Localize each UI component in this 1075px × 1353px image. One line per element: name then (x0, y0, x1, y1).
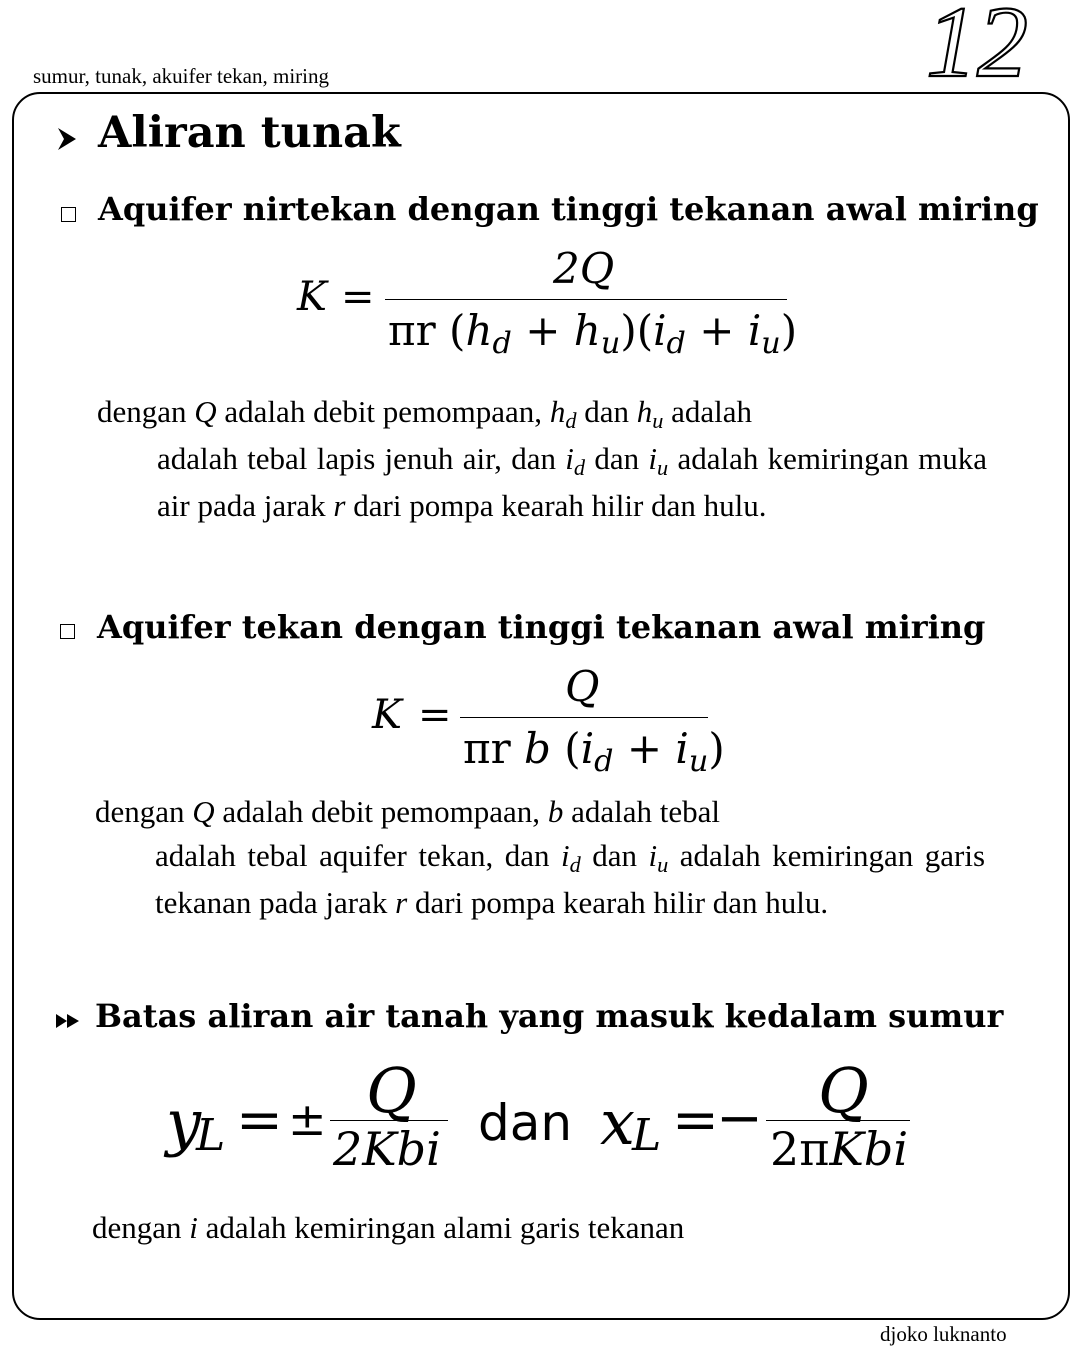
pi-r: πr (463, 724, 511, 773)
sub-d: d (492, 326, 512, 362)
paragraph-first-line: dengan Q adalah debit pemompaan, $h_d$ dan $h_u$ adalah (97, 394, 753, 434)
fraction-bar (330, 1120, 448, 1121)
plus-sign: + (626, 724, 663, 773)
paren-close: ) (780, 306, 798, 355)
square-bullet-icon (60, 624, 75, 639)
numerator-q: Q (818, 1054, 869, 1127)
word-dan: dan (478, 1094, 573, 1152)
formula-equals: = (341, 274, 375, 320)
var-i: i (675, 724, 689, 773)
paren-open: ( (564, 724, 581, 773)
sub-d: d (594, 744, 614, 780)
var-y: y (166, 1086, 202, 1159)
formula-numerator: Q (565, 662, 600, 711)
paren-close: ) (708, 724, 725, 773)
fraction-bar (766, 1120, 910, 1121)
formula-lhs: K (297, 274, 327, 320)
var-i: i (747, 306, 762, 355)
sub-L: L (632, 1110, 662, 1161)
paren-close: ) (620, 306, 637, 355)
formula-denominator (388, 306, 798, 362)
equals-sign: = (236, 1088, 283, 1153)
fraction-bar (460, 717, 708, 718)
running-header: sumur, tunak, akuifer tekan, miring (33, 64, 329, 88)
formula-equals: = (418, 692, 452, 738)
numerator-q: Q (366, 1054, 417, 1127)
paren-open: ( (636, 306, 654, 355)
sub-d: d (666, 326, 686, 362)
formula-denominator (463, 724, 725, 780)
paragraph-first-line: dengan Q adalah debit pemompaan, b adalah tebal (95, 794, 720, 829)
var-i: i (653, 306, 667, 355)
kbi-text: Kbi (829, 1122, 909, 1176)
formula-lhs: K (372, 692, 402, 738)
denominator-2pikbi (770, 1122, 908, 1176)
fraction-bar (385, 299, 787, 300)
pi-r: πr (388, 306, 436, 355)
denominator-2kbi: 2Kbi (333, 1122, 441, 1176)
digit-2: 2 (770, 1122, 800, 1176)
double-arrow-bullet-icon (55, 1012, 81, 1030)
var-x: x (600, 1086, 635, 1159)
sub-L: L (196, 1110, 226, 1161)
sub-u: u (600, 326, 621, 362)
var-b: b (524, 724, 551, 773)
square-bullet-icon (61, 207, 76, 222)
page-number (922, 0, 1052, 90)
plus-sign: + (525, 306, 561, 355)
section-title: Batas aliran air tanah yang masuk kedalam sumur (95, 997, 1004, 1035)
author-footer: djoko luknanto (880, 1322, 1007, 1346)
subsection-title: Aquifer tekan dengan tinggi tekanan awal miring (97, 608, 986, 646)
page-number-text: 12 (926, 0, 1028, 90)
pi-symbol: π (799, 1122, 830, 1176)
section-title: Aliran tunak (98, 108, 401, 158)
formula-numerator: 2Q (553, 244, 615, 293)
plus-sign: + (699, 306, 735, 355)
minus-sign: − (716, 1086, 763, 1151)
var-h: h (465, 306, 493, 355)
equals-sign: = (672, 1088, 719, 1153)
description-paragraph: dengan Q adalah debit pemompaan, b adalah tebal adalah tebal aquifer tekan, dan $i_d$ dan $i_u$ adalah kemiringan garis tekanan pada jarak r dari pompa kearah hilir dan hulu. (155, 790, 985, 925)
plus-minus-sign: ± (288, 1092, 327, 1146)
var-h: h (573, 306, 601, 355)
sub-u: u (761, 326, 781, 362)
var-i: i (580, 724, 595, 773)
description-paragraph: dengan Q adalah debit pemompaan, $h_d$ dan $h_u$ adalah adalah tebal lapis jenuh air, dan $i_d$ dan $i_u$ adalah kemiringan muka air pada jarak r dari pompa kearah hilir dan hulu. (157, 390, 987, 528)
paren-open: ( (449, 306, 466, 355)
description-paragraph: dengan i adalah kemiringan alami garis tekanan (92, 1210, 685, 1245)
subsection-title: Aquifer nirtekan dengan tinggi tekanan awal miring (98, 190, 1039, 228)
arrow-bullet-icon (56, 126, 78, 152)
sub-u: u (688, 744, 709, 780)
